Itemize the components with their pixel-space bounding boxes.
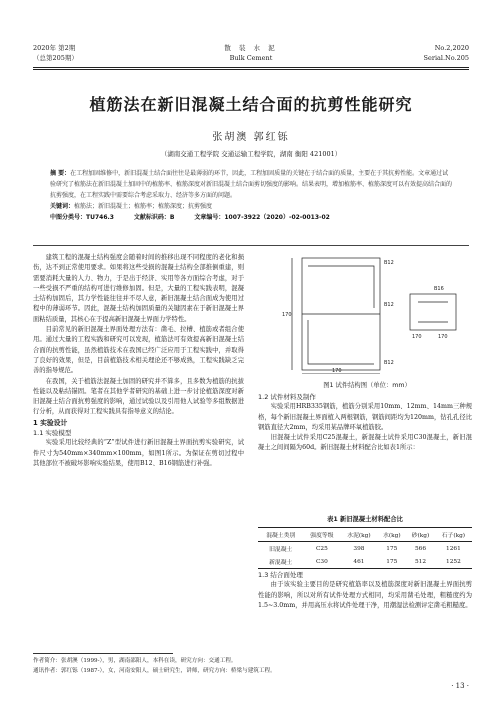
- table-cell: C30: [316, 558, 328, 565]
- classification-meta: [50, 212, 452, 223]
- table-cell: C25: [316, 545, 328, 552]
- table-header: 水泥(kg): [347, 533, 371, 539]
- section-heading-1-2: 1.2 试件材料及制作: [258, 393, 316, 401]
- issue-line2: （总第205期）: [33, 54, 78, 62]
- journal-name: [33, 43, 469, 63]
- page-number: · 13 ·: [451, 682, 469, 690]
- section-heading-1-3: 1.3 结合面处理: [258, 571, 303, 579]
- table-header: 强度等级: [310, 533, 334, 539]
- surface-paragraph: 由于该实验主要目的是研究植筋率以及植筋深度对新旧混凝土界面抗剪性能的影响，所以对所有试件处理方式相同，均采用凿毛处理，粗糙度约为1.5~3.0mm，并用高压水将试件处理干净，用潮湿法检测评定凿毛粗糙度。: [258, 581, 472, 609]
- issue-line1: 2020年 第2期: [33, 44, 76, 52]
- figure-caption: 图1 试件结构图（单位：mm）: [323, 382, 411, 389]
- rebar-bottom: [308, 320, 374, 364]
- table-cell: 398: [353, 545, 365, 552]
- table-row: [258, 542, 472, 556]
- table-header: 砂(kg): [411, 533, 430, 539]
- right-column-top: [258, 392, 472, 454]
- abstract-rule: [33, 245, 469, 246]
- label-w170-a: 170: [412, 334, 422, 340]
- table-cell: 1261: [446, 545, 461, 552]
- intro-paragraph-3: 在我国，关于植筋法混凝土加固的研究并不算多，且多数为植筋的抗拔性能以及粘结锚固。笔者在其他学者研究的基础上进一步讨论植筋深度对新旧混凝土结合面抗剪强度的影响，通过试验以及引用他人试验等多组数据进行分析，从而获得对工程实践具有指导意义的结论。: [33, 377, 244, 416]
- table-header: 水(kg): [383, 533, 401, 539]
- journal-name-cn: 散 装 水 泥: [224, 44, 278, 52]
- header-rule-thin: [33, 69, 469, 70]
- footnote-corresponding: 通讯作者：郭红铄（1987-），女，河南安阳人，硕士研究生，讲师，研究方向：桥梁与建筑工程。: [33, 668, 276, 674]
- table-cell: 新混凝土: [269, 560, 293, 566]
- journal-name-en: Bulk Cement: [229, 54, 273, 62]
- table-header: 混凝土类别: [266, 533, 296, 539]
- doc-code: 文献标识码：B: [133, 214, 175, 221]
- mix-proportion-table: [258, 527, 472, 569]
- section-heading-1: 1 实验设计: [33, 418, 68, 427]
- table-cell: 512: [414, 558, 427, 565]
- label-b12-bottom: B12: [384, 360, 394, 366]
- concrete-paragraph: 旧混凝土试件采用C25混凝土，新混凝土试件采用C30混凝土，新旧混凝土之间间隔为60d。新旧混凝土材料配合比如表1所示：: [258, 434, 472, 452]
- table-cell: 175: [386, 545, 398, 552]
- abstract-text: 在工程加固维修中，新旧混凝土结合面往往是最薄弱的环节，因此，工程加固质量的关键在于结合面的质量，主要在于其抗剪性能。文章通过试验研究了植筋法在新旧混凝土加固中的植筋率、植筋深度对新旧混凝土结合面剪切强度的影响。结果表明，增加植筋率、植筋深度可以有效提高结合面的抗剪强度，在工程实践中需要综合考虑采取力、经济等多方面的问题。: [50, 170, 453, 199]
- model-paragraph: 实验采用比较经典的“Z”型试件进行新旧混凝土界面抗剪实验研究，试件尺寸为540mm×340mm×100mm，如图1所示。为保证在剪切过程中其他部位不被破坏影响实验结果，使用B12、B16钢筋进行补强。: [33, 439, 244, 467]
- abstract: [50, 168, 452, 201]
- table-cell: 1252: [446, 558, 461, 565]
- affiliation: （湖南交通工程学院 交通运输工程学院，湖南 衡阳 421001）: [160, 150, 342, 158]
- keywords-text: 植筋法；新旧混凝土；植筋率；植筋深度；抗剪强度: [74, 203, 213, 210]
- footnote-author: 作者简介：张胡澳（1999-），男，湖南邵阳人，本科在读，研究方向：交通工程。: [33, 658, 237, 664]
- article-number: 文章编号：1007-3922（2020）-02-0013-02: [194, 214, 330, 221]
- label-w170-b: 170: [438, 334, 448, 340]
- clc-number: 中图分类号：TU746.3: [50, 214, 114, 221]
- abstract-label: 摘 要：: [50, 170, 71, 177]
- table-cell: 175: [386, 558, 398, 565]
- abstract-block: [50, 168, 452, 223]
- footnote-rule: [33, 653, 173, 654]
- paper-title: 植筋法在新旧混凝土结合面的抗剪性能研究: [89, 95, 413, 114]
- section-heading-1-1: 1.1 实验模型: [33, 429, 72, 438]
- label-b12-right: B12: [384, 302, 394, 308]
- footnotes: [33, 656, 469, 676]
- keywords-label: 关键词：: [50, 203, 75, 210]
- table-cell: 461: [353, 558, 365, 565]
- authors: 张胡澳 郭红铄: [212, 132, 290, 143]
- table-row: [258, 555, 472, 569]
- section-view: [410, 294, 456, 330]
- left-column: [33, 253, 244, 469]
- label-b12-top: B12: [384, 260, 394, 266]
- header-rule: [33, 67, 469, 68]
- serial-line2: Serial.No.205: [423, 54, 469, 62]
- serial-line1: No.2,2020: [434, 44, 469, 52]
- table-header-row: [258, 528, 472, 542]
- label-b16: B16: [434, 286, 444, 292]
- right-column-bottom: [258, 570, 472, 611]
- label-d170: 170: [332, 368, 342, 374]
- serial-info: [424, 43, 469, 63]
- table-caption: 表1 新旧混凝土材料配合比: [327, 516, 403, 523]
- table-cell: 旧混凝土: [269, 547, 293, 553]
- label-h170: 170: [282, 312, 292, 318]
- table-header: 石子(kg): [441, 533, 466, 539]
- intro-paragraph-1: 建筑工程的混凝土结构强度会随着时间的推移出现不同程度的老化和损伤，达不到正常使用要求。如果将这些受损的混凝土结构全部推倒重建，则需要消耗大量的人力、物力，于是出于经济、实用等各方面综合考虑，对于一些受损不严重的结构可进行维修加固。但是，大量的工程实践表明，混凝土结构加固后，其力学性能往往并不尽人意，新旧混凝土结合面成为使用过程中的薄弱环节。因此，混凝土结构加固质量的关键因素在于新旧混凝土界面粘结质量，其核心在于提高新旧混凝土界面力学特性。: [33, 254, 244, 323]
- intro-paragraph-2: 目前常见的新旧混凝土界面处理方法有：凿毛、拉槽、植筋或者组合使用。通过大量的工程实践和研究可以发现，植筋法可有效提高新旧混凝土结合面的抗剪性能，虽然植筋技术在我国已经广泛应用于工程实践中，并取得了良好的效果，但是，目前植筋技术相关理论还不够成熟，工程实践缺乏完善的指导规范。: [33, 326, 244, 375]
- table-cell: 566: [414, 545, 427, 552]
- rebar-top: [308, 266, 374, 308]
- specimen-figure: [262, 256, 472, 374]
- keywords: [50, 201, 452, 212]
- materials-paragraph: 实验采用HRB335钢筋，植筋分别采用10mm、12mm、14mm三种规格，每个新旧混凝土界面植入两根钢筋，钢筋间距均为120mm，钻孔孔径比钢筋直径大2mm，均采用某品牌环氧植筋胶。: [258, 403, 472, 431]
